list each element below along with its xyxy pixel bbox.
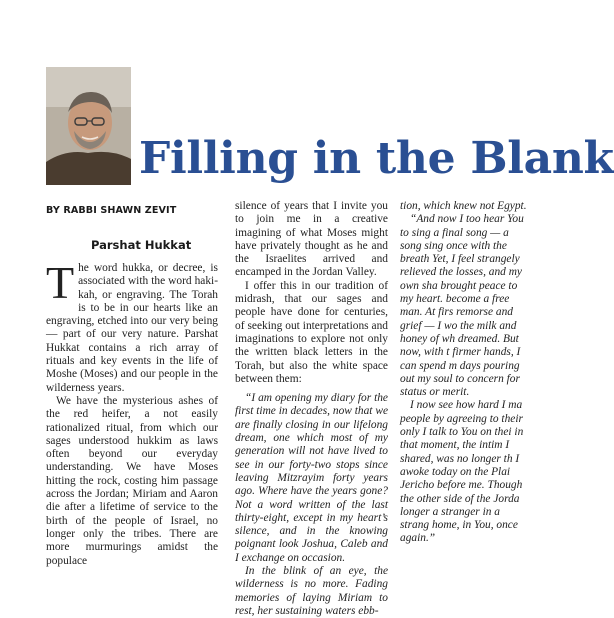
byline: BY RABBI SHAWN ZEVIT [46, 205, 177, 216]
quote-paragraph: “And now I too hear You to sing a final song — a song sing once with the breath Yet, I feel strangely relieved the losses, and my own sha brought peace to my heart. become a free man. At firs remorse and grief — I wo the milk and honey of wh dreamed. But now, with t firmer hands, I can spend m days pouring out my soul to concern for status or merit. [400, 213, 524, 399]
text-column-3 [400, 200, 530, 545]
quote-paragraph: “I am opening my diary for the first time in decades, now that we are finally closing in our lifelong dream, one which most of my generation will not have lived to see in our forty-two stops since leaving Mitzrayim forty years ago. Where have the years gone? Not a word written of the last thirty-eight, except in my heart’s silence, and in the knowing poignant look Joshua, Caleb and I exchange on occasion. [235, 392, 388, 564]
paragraph: We have the mysterious ashes of the red heifer, a not easily rationalized ritual, from which our sages understood hukkim as laws often beyond our everyday understanding. We have Moses hitting the rock, costing him passage across the Jordan; Miriam and Aaron die after a lifetime of service to the birth of the people of Israel, no longer only the tribes. There are more murmurings amidst the populace [46, 394, 218, 567]
section-subhead: Parshat Hukkat [91, 238, 192, 252]
paragraph: silence of years that I invite you to join me in a creative imagining of what Moses might have privately thought as he and the Israelites arrived and encamped in the Jordan Valley. [235, 200, 388, 279]
quote-paragraph: I now see how hard I ma people by agreeing to their only I talk to You on thei in that moment, the intim I shared, was no longer th I awoke today on the Plai Jericho before me. Though the other side of the Jorda longer a stranger in a strang home, in You, once again.” [400, 399, 524, 545]
paragraph: he word hukka, or decree, is associated with the word haki-kah, or engraving. The Torah is to be in our hearts like an engraving, etched into our very being — part of our very nature. Parshat Hukkat contains a rich array of rituals and key events in the life of Moshe (Moses) and our people in the wilderness years. [46, 262, 218, 394]
drop-cap: T [46, 257, 75, 308]
quote-paragraph: tion, which knew not Egypt. [400, 200, 527, 212]
article-title: Filling in the Blank [139, 133, 614, 184]
text-column-1 [46, 257, 218, 567]
quote-paragraph: In the blink of an eye, the wilderness is no more. Fading memories of laying Miriam to rest, her sustaining waters ebb- [235, 565, 388, 617]
author-photo [46, 67, 131, 185]
text-column-2 [235, 200, 388, 617]
paragraph: I offer this in our tradition of midrash, that our sages and people have done for centuries, of seeking out interpretations and imaginations to explore not only the written black letters in the Torah, but also the white space between them: [235, 279, 388, 385]
